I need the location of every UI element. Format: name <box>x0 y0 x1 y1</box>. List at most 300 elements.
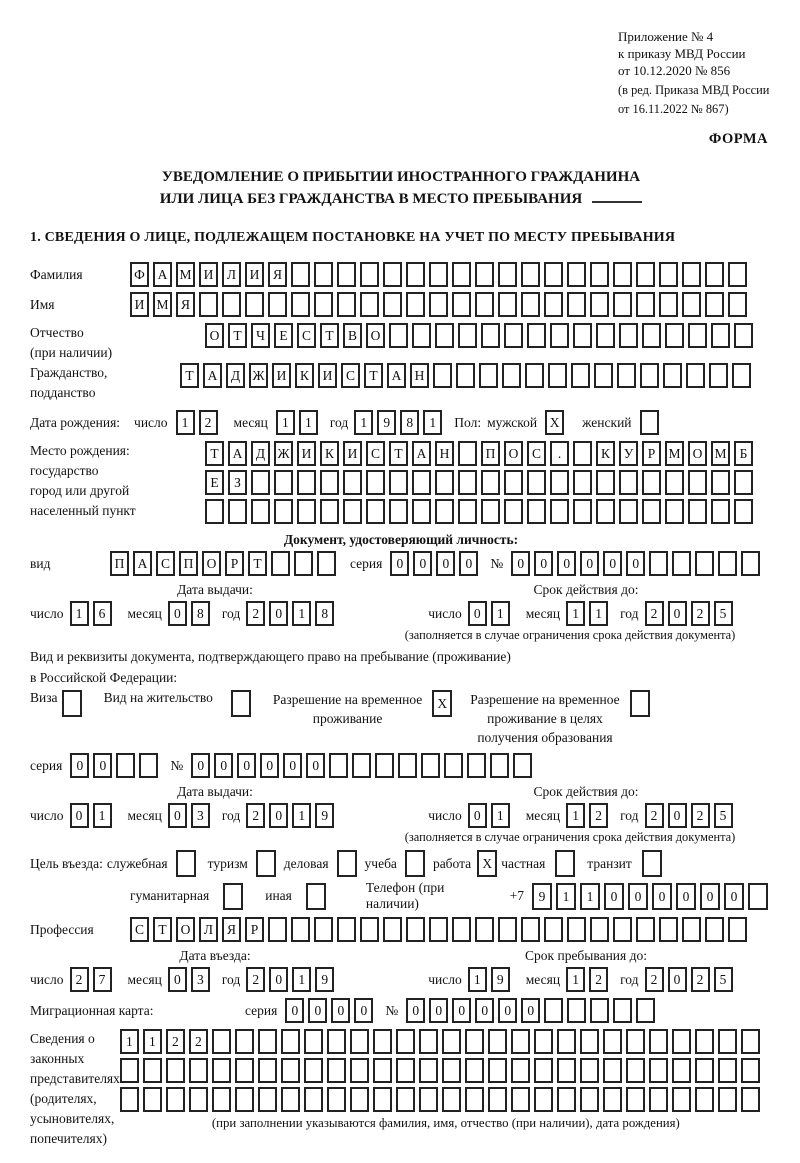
form-cell[interactable] <box>573 499 592 524</box>
form-cell[interactable]: К <box>596 441 615 466</box>
form-cell[interactable] <box>383 292 402 317</box>
form-cell[interactable] <box>630 690 650 717</box>
form-cell[interactable] <box>435 470 454 495</box>
form-cell[interactable] <box>166 1087 185 1112</box>
form-cell[interactable]: И <box>130 292 149 317</box>
form-cell[interactable] <box>732 363 751 388</box>
form-cell[interactable]: Т <box>320 323 339 348</box>
form-cell[interactable] <box>573 441 592 466</box>
form-cell[interactable] <box>268 917 287 942</box>
form-cell[interactable] <box>412 470 431 495</box>
form-cell[interactable] <box>603 1058 622 1083</box>
form-cell[interactable]: 1 <box>292 967 311 992</box>
form-cell[interactable] <box>452 262 471 287</box>
form-cell[interactable]: Л <box>222 262 241 287</box>
form-cell[interactable] <box>590 292 609 317</box>
form-cell[interactable]: 1 <box>566 601 585 626</box>
form-cell[interactable] <box>490 753 509 778</box>
form-cell[interactable] <box>718 1029 737 1054</box>
form-cell[interactable]: 2 <box>166 1029 185 1054</box>
form-cell[interactable] <box>444 753 463 778</box>
form-cell[interactable]: С <box>366 441 385 466</box>
form-cell[interactable]: Т <box>180 363 199 388</box>
form-cell[interactable] <box>433 363 452 388</box>
form-cell[interactable] <box>389 323 408 348</box>
form-cell[interactable]: 0 <box>468 601 487 626</box>
form-cell[interactable]: 0 <box>285 998 304 1023</box>
form-cell[interactable] <box>139 753 158 778</box>
form-cell[interactable] <box>116 753 135 778</box>
form-cell[interactable] <box>728 262 747 287</box>
form-cell[interactable]: 8 <box>191 601 210 626</box>
form-cell[interactable] <box>504 323 523 348</box>
form-cell[interactable] <box>711 470 730 495</box>
form-cell[interactable]: 1 <box>566 803 585 828</box>
form-cell[interactable] <box>398 753 417 778</box>
form-cell[interactable]: 0 <box>668 803 687 828</box>
form-cell[interactable] <box>120 1058 139 1083</box>
form-cell[interactable]: X <box>432 690 452 717</box>
form-cell[interactable]: И <box>199 262 218 287</box>
form-cell[interactable] <box>672 1058 691 1083</box>
form-cell[interactable] <box>567 292 586 317</box>
form-cell[interactable]: 2 <box>246 601 265 626</box>
form-cell[interactable]: А <box>153 262 172 287</box>
form-cell[interactable] <box>636 917 655 942</box>
form-cell[interactable]: И <box>272 363 291 388</box>
form-cell[interactable] <box>352 753 371 778</box>
form-cell[interactable] <box>688 323 707 348</box>
form-cell[interactable]: А <box>133 551 152 576</box>
form-cell[interactable] <box>291 917 310 942</box>
form-cell[interactable] <box>705 262 724 287</box>
form-cell[interactable] <box>613 262 632 287</box>
form-cell[interactable] <box>373 1087 392 1112</box>
form-cell[interactable]: 0 <box>413 551 432 576</box>
form-cell[interactable]: Т <box>364 363 383 388</box>
form-cell[interactable]: О <box>202 551 221 576</box>
form-cell[interactable] <box>636 262 655 287</box>
form-cell[interactable]: 0 <box>468 803 487 828</box>
form-cell[interactable]: Т <box>228 323 247 348</box>
form-cell[interactable] <box>143 1087 162 1112</box>
form-cell[interactable]: 1 <box>292 601 311 626</box>
form-cell[interactable] <box>297 470 316 495</box>
form-cell[interactable]: 2 <box>589 803 608 828</box>
form-cell[interactable] <box>636 292 655 317</box>
form-cell[interactable]: 0 <box>511 551 530 576</box>
form-cell[interactable]: М <box>153 292 172 317</box>
form-cell[interactable] <box>396 1087 415 1112</box>
form-cell[interactable]: 0 <box>260 753 279 778</box>
form-cell[interactable] <box>544 292 563 317</box>
form-cell[interactable] <box>199 292 218 317</box>
form-cell[interactable]: Е <box>205 470 224 495</box>
form-cell[interactable]: 1 <box>143 1029 162 1054</box>
form-cell[interactable] <box>596 470 615 495</box>
form-cell[interactable] <box>573 470 592 495</box>
form-cell[interactable]: 5 <box>714 967 733 992</box>
form-cell[interactable]: Р <box>642 441 661 466</box>
form-cell[interactable]: Ч <box>251 323 270 348</box>
form-cell[interactable] <box>383 917 402 942</box>
form-cell[interactable]: С <box>527 441 546 466</box>
form-cell[interactable] <box>458 323 477 348</box>
form-cell[interactable]: 2 <box>199 410 218 435</box>
form-cell[interactable]: 1 <box>589 601 608 626</box>
form-cell[interactable]: 0 <box>724 883 744 910</box>
form-cell[interactable]: 9 <box>315 967 334 992</box>
form-cell[interactable] <box>396 1058 415 1083</box>
form-cell[interactable] <box>268 292 287 317</box>
form-cell[interactable]: 5 <box>714 803 733 828</box>
form-cell[interactable]: 0 <box>306 753 325 778</box>
form-cell[interactable] <box>636 998 655 1023</box>
form-cell[interactable] <box>488 1058 507 1083</box>
form-cell[interactable] <box>709 363 728 388</box>
form-cell[interactable]: 0 <box>452 998 471 1023</box>
form-cell[interactable] <box>271 551 290 576</box>
form-cell[interactable] <box>481 499 500 524</box>
form-cell[interactable] <box>557 1058 576 1083</box>
form-cell[interactable] <box>314 262 333 287</box>
form-cell[interactable] <box>366 499 385 524</box>
form-cell[interactable] <box>613 998 632 1023</box>
form-cell[interactable] <box>695 1087 714 1112</box>
form-cell[interactable] <box>320 499 339 524</box>
form-cell[interactable] <box>481 470 500 495</box>
form-cell[interactable]: С <box>156 551 175 576</box>
form-cell[interactable] <box>682 917 701 942</box>
form-cell[interactable] <box>626 1087 645 1112</box>
form-cell[interactable]: 2 <box>645 601 664 626</box>
form-cell[interactable]: 2 <box>189 1029 208 1054</box>
form-cell[interactable] <box>405 850 425 877</box>
form-cell[interactable] <box>718 551 737 576</box>
form-cell[interactable] <box>475 292 494 317</box>
form-cell[interactable] <box>223 883 243 910</box>
form-cell[interactable] <box>389 470 408 495</box>
form-cell[interactable]: X <box>477 850 497 877</box>
form-cell[interactable] <box>245 292 264 317</box>
form-cell[interactable]: У <box>619 441 638 466</box>
form-cell[interactable]: 2 <box>645 967 664 992</box>
form-cell[interactable] <box>475 917 494 942</box>
form-cell[interactable] <box>143 1058 162 1083</box>
form-cell[interactable] <box>337 850 357 877</box>
form-cell[interactable]: Ф <box>130 262 149 287</box>
form-cell[interactable] <box>452 292 471 317</box>
form-cell[interactable]: 0 <box>70 753 89 778</box>
form-cell[interactable] <box>534 1058 553 1083</box>
form-cell[interactable]: О <box>688 441 707 466</box>
form-cell[interactable]: 0 <box>603 551 622 576</box>
form-cell[interactable] <box>488 1087 507 1112</box>
form-cell[interactable]: 1 <box>491 601 510 626</box>
form-cell[interactable] <box>467 753 486 778</box>
form-cell[interactable]: 1 <box>93 803 112 828</box>
form-cell[interactable] <box>350 1087 369 1112</box>
form-cell[interactable]: 0 <box>354 998 373 1023</box>
form-cell[interactable] <box>304 1087 323 1112</box>
form-cell[interactable] <box>366 470 385 495</box>
form-cell[interactable]: 0 <box>269 967 288 992</box>
form-cell[interactable] <box>741 1029 760 1054</box>
form-cell[interactable] <box>337 917 356 942</box>
form-cell[interactable] <box>205 499 224 524</box>
form-cell[interactable] <box>567 262 586 287</box>
form-cell[interactable] <box>718 1087 737 1112</box>
form-cell[interactable] <box>120 1087 139 1112</box>
form-cell[interactable]: 2 <box>246 967 265 992</box>
form-cell[interactable]: И <box>318 363 337 388</box>
form-cell[interactable]: Е <box>274 323 293 348</box>
form-cell[interactable] <box>728 292 747 317</box>
form-cell[interactable]: Б <box>734 441 753 466</box>
form-cell[interactable]: 2 <box>645 803 664 828</box>
form-cell[interactable]: С <box>130 917 149 942</box>
form-cell[interactable] <box>741 551 760 576</box>
form-cell[interactable] <box>419 1029 438 1054</box>
form-cell[interactable] <box>389 499 408 524</box>
form-cell[interactable]: 6 <box>93 601 112 626</box>
form-cell[interactable] <box>475 262 494 287</box>
form-cell[interactable]: 0 <box>436 551 455 576</box>
form-cell[interactable] <box>212 1087 231 1112</box>
form-cell[interactable] <box>649 1029 668 1054</box>
form-cell[interactable]: 1 <box>120 1029 139 1054</box>
form-cell[interactable]: 7 <box>93 967 112 992</box>
form-cell[interactable] <box>314 917 333 942</box>
form-cell[interactable] <box>294 551 313 576</box>
form-cell[interactable]: А <box>203 363 222 388</box>
form-cell[interactable]: 2 <box>70 967 89 992</box>
form-cell[interactable]: 1 <box>176 410 195 435</box>
form-cell[interactable] <box>642 499 661 524</box>
form-cell[interactable] <box>360 292 379 317</box>
form-cell[interactable]: И <box>297 441 316 466</box>
form-cell[interactable] <box>337 262 356 287</box>
form-cell[interactable]: 2 <box>691 601 710 626</box>
form-cell[interactable]: Я <box>222 917 241 942</box>
form-cell[interactable] <box>665 470 684 495</box>
form-cell[interactable] <box>419 1058 438 1083</box>
form-cell[interactable] <box>327 1058 346 1083</box>
form-cell[interactable] <box>297 499 316 524</box>
form-cell[interactable]: 0 <box>308 998 327 1023</box>
form-cell[interactable]: М <box>711 441 730 466</box>
form-cell[interactable] <box>617 363 636 388</box>
form-cell[interactable] <box>734 323 753 348</box>
form-cell[interactable] <box>291 292 310 317</box>
form-cell[interactable]: В <box>343 323 362 348</box>
form-cell[interactable] <box>513 753 532 778</box>
form-cell[interactable]: 1 <box>423 410 442 435</box>
form-cell[interactable] <box>686 363 705 388</box>
form-cell[interactable] <box>458 441 477 466</box>
form-cell[interactable] <box>544 917 563 942</box>
form-cell[interactable] <box>222 292 241 317</box>
form-cell[interactable]: 1 <box>580 883 600 910</box>
form-cell[interactable]: М <box>176 262 195 287</box>
form-cell[interactable] <box>688 470 707 495</box>
form-cell[interactable] <box>590 998 609 1023</box>
form-cell[interactable] <box>176 850 196 877</box>
form-cell[interactable] <box>544 262 563 287</box>
form-cell[interactable] <box>235 1087 254 1112</box>
form-cell[interactable] <box>596 499 615 524</box>
form-cell[interactable]: 0 <box>70 803 89 828</box>
form-cell[interactable]: К <box>320 441 339 466</box>
form-cell[interactable]: 0 <box>93 753 112 778</box>
form-cell[interactable]: О <box>366 323 385 348</box>
form-cell[interactable] <box>406 917 425 942</box>
form-cell[interactable] <box>465 1029 484 1054</box>
form-cell[interactable]: 2 <box>691 803 710 828</box>
form-cell[interactable]: 9 <box>491 967 510 992</box>
form-cell[interactable]: 0 <box>429 998 448 1023</box>
form-cell[interactable] <box>281 1029 300 1054</box>
form-cell[interactable] <box>442 1029 461 1054</box>
form-cell[interactable]: 1 <box>556 883 576 910</box>
form-cell[interactable]: Р <box>225 551 244 576</box>
form-cell[interactable] <box>373 1029 392 1054</box>
form-cell[interactable] <box>672 1087 691 1112</box>
form-cell[interactable] <box>396 1029 415 1054</box>
form-cell[interactable] <box>544 998 563 1023</box>
form-cell[interactable]: 8 <box>400 410 419 435</box>
form-cell[interactable] <box>695 551 714 576</box>
form-cell[interactable] <box>711 323 730 348</box>
form-cell[interactable] <box>306 883 326 910</box>
form-cell[interactable]: 0 <box>475 998 494 1023</box>
form-cell[interactable] <box>337 292 356 317</box>
form-cell[interactable] <box>705 292 724 317</box>
form-cell[interactable] <box>189 1087 208 1112</box>
form-cell[interactable] <box>603 1087 622 1112</box>
form-cell[interactable] <box>649 551 668 576</box>
form-cell[interactable] <box>573 323 592 348</box>
form-cell[interactable] <box>212 1029 231 1054</box>
form-cell[interactable] <box>317 551 336 576</box>
form-cell[interactable] <box>274 499 293 524</box>
form-cell[interactable]: 9 <box>315 803 334 828</box>
form-cell[interactable]: С <box>341 363 360 388</box>
form-cell[interactable] <box>360 262 379 287</box>
form-cell[interactable] <box>619 323 638 348</box>
form-cell[interactable]: 0 <box>191 753 210 778</box>
form-cell[interactable] <box>534 1087 553 1112</box>
form-cell[interactable] <box>343 499 362 524</box>
form-cell[interactable] <box>521 917 540 942</box>
form-cell[interactable] <box>419 1087 438 1112</box>
form-cell[interactable] <box>649 1058 668 1083</box>
form-cell[interactable] <box>235 1058 254 1083</box>
form-cell[interactable]: 1 <box>468 967 487 992</box>
form-cell[interactable] <box>442 1087 461 1112</box>
form-cell[interactable]: К <box>295 363 314 388</box>
form-cell[interactable] <box>327 1029 346 1054</box>
form-cell[interactable] <box>212 1058 231 1083</box>
form-cell[interactable] <box>429 262 448 287</box>
form-cell[interactable] <box>596 323 615 348</box>
form-cell[interactable] <box>166 1058 185 1083</box>
form-cell[interactable]: 1 <box>292 803 311 828</box>
form-cell[interactable] <box>456 363 475 388</box>
form-cell[interactable]: Н <box>410 363 429 388</box>
form-cell[interactable] <box>527 499 546 524</box>
form-cell[interactable] <box>281 1087 300 1112</box>
form-cell[interactable]: О <box>504 441 523 466</box>
form-cell[interactable] <box>613 292 632 317</box>
form-cell[interactable]: 1 <box>276 410 295 435</box>
form-cell[interactable] <box>527 323 546 348</box>
form-cell[interactable]: П <box>110 551 129 576</box>
form-cell[interactable] <box>688 499 707 524</box>
form-cell[interactable] <box>375 753 394 778</box>
form-cell[interactable] <box>421 753 440 778</box>
form-cell[interactable]: 0 <box>676 883 696 910</box>
form-cell[interactable] <box>343 470 362 495</box>
form-cell[interactable] <box>590 262 609 287</box>
form-cell[interactable]: 0 <box>168 601 187 626</box>
form-cell[interactable] <box>626 1058 645 1083</box>
form-cell[interactable] <box>304 1058 323 1083</box>
form-cell[interactable] <box>291 262 310 287</box>
form-cell[interactable]: 0 <box>390 551 409 576</box>
form-cell[interactable] <box>711 499 730 524</box>
form-cell[interactable] <box>550 499 569 524</box>
form-cell[interactable]: 1 <box>70 601 89 626</box>
form-cell[interactable] <box>458 470 477 495</box>
form-cell[interactable]: С <box>297 323 316 348</box>
form-cell[interactable] <box>258 1029 277 1054</box>
form-cell[interactable]: 0 <box>604 883 624 910</box>
form-cell[interactable] <box>465 1087 484 1112</box>
form-cell[interactable] <box>481 323 500 348</box>
form-cell[interactable]: Т <box>248 551 267 576</box>
form-cell[interactable] <box>728 917 747 942</box>
form-cell[interactable] <box>663 363 682 388</box>
form-cell[interactable] <box>718 1058 737 1083</box>
form-cell[interactable]: 0 <box>168 803 187 828</box>
form-cell[interactable] <box>350 1058 369 1083</box>
form-cell[interactable] <box>189 1058 208 1083</box>
form-cell[interactable]: 0 <box>534 551 553 576</box>
form-cell[interactable]: И <box>245 262 264 287</box>
form-cell[interactable]: 0 <box>628 883 648 910</box>
form-cell[interactable]: 1 <box>491 803 510 828</box>
form-cell[interactable] <box>521 292 540 317</box>
form-cell[interactable] <box>550 470 569 495</box>
form-cell[interactable] <box>557 1029 576 1054</box>
form-cell[interactable]: 3 <box>191 967 210 992</box>
form-cell[interactable]: . <box>550 441 569 466</box>
form-cell[interactable]: 0 <box>269 803 288 828</box>
form-cell[interactable]: Н <box>435 441 454 466</box>
form-cell[interactable] <box>571 363 590 388</box>
form-cell[interactable]: 0 <box>459 551 478 576</box>
form-cell[interactable] <box>659 917 678 942</box>
form-cell[interactable] <box>383 262 402 287</box>
form-cell[interactable] <box>435 499 454 524</box>
form-cell[interactable]: Т <box>389 441 408 466</box>
form-cell[interactable] <box>695 1029 714 1054</box>
form-cell[interactable] <box>548 363 567 388</box>
form-cell[interactable] <box>613 917 632 942</box>
form-cell[interactable] <box>258 1058 277 1083</box>
form-cell[interactable] <box>527 470 546 495</box>
